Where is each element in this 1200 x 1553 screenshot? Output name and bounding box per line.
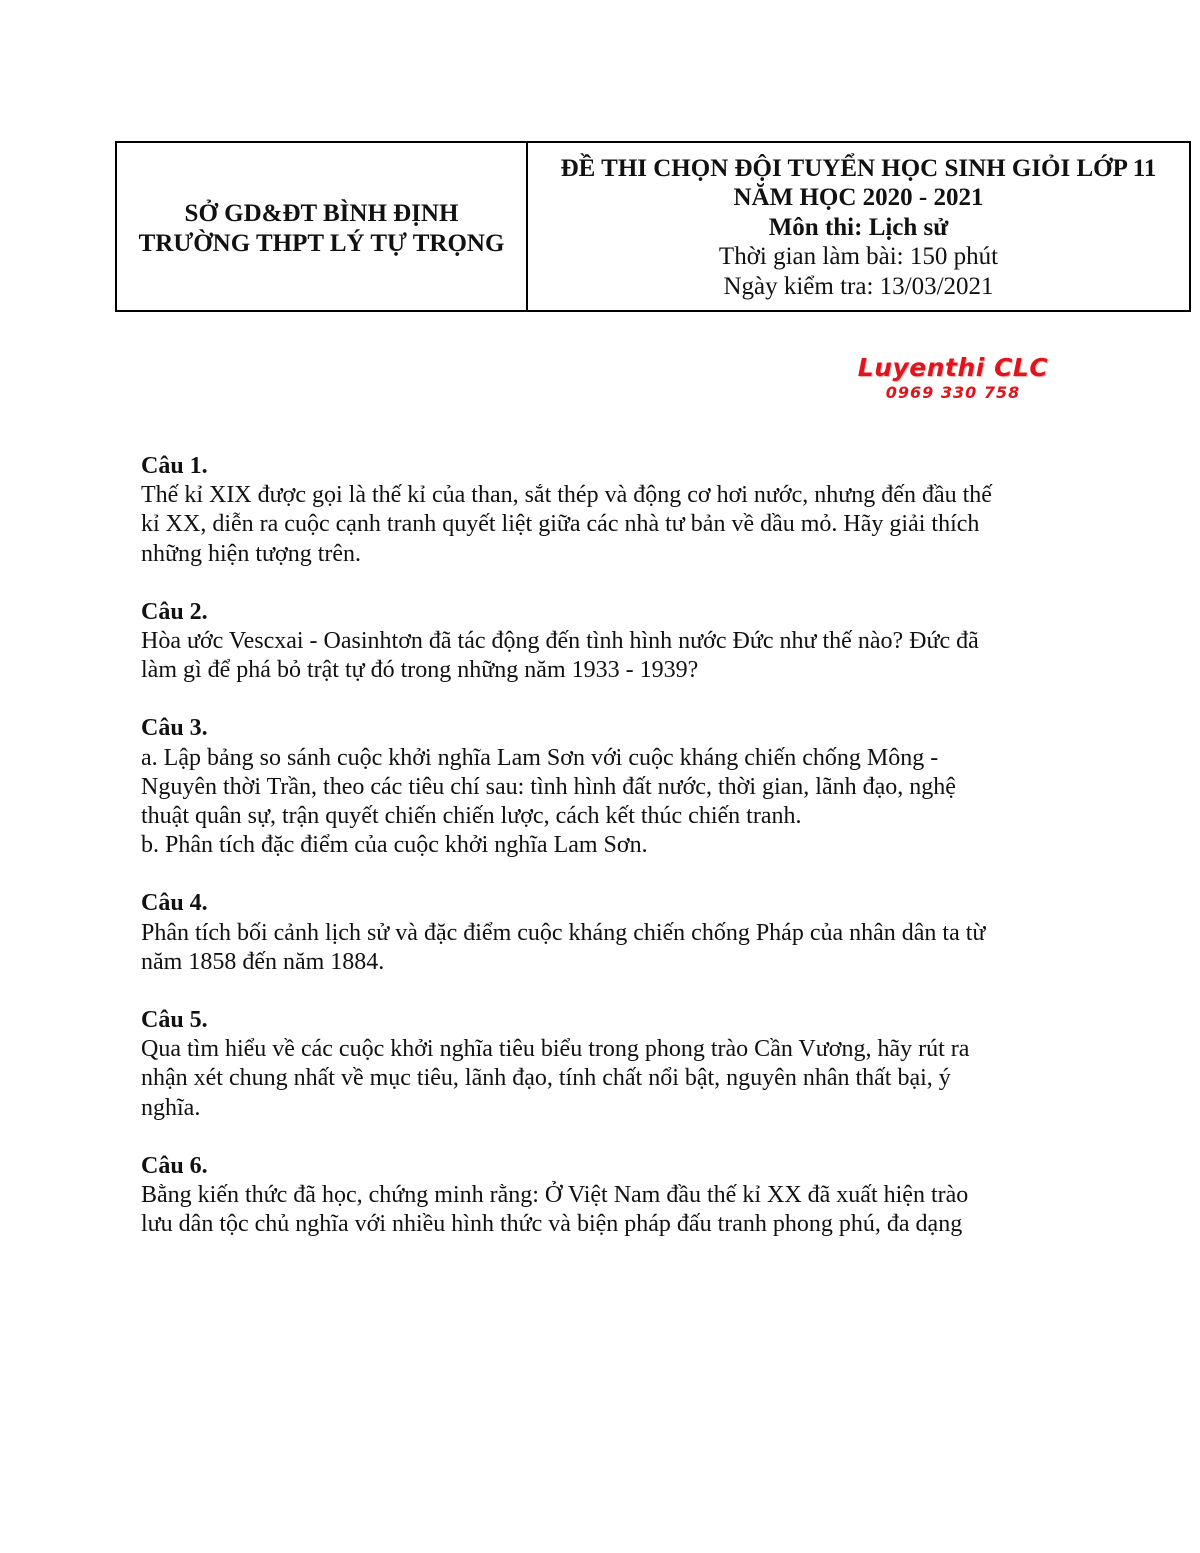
question-text-line: làm gì để phá bỏ trật tự đó trong những năm 1933 - 1939? <box>141 657 699 684</box>
question-3 <box>141 714 1061 860</box>
exam-duration: Thời gian làm bài: 150 phút <box>718 243 999 271</box>
question-text-line: b. Phân tích đặc điểm của cuộc khởi nghĩa Lam Sơn. <box>141 832 648 859</box>
question-text-line: Thế kỉ XIX được gọi là thế kỉ của than, sắt thép và động cơ hơi nước, nhưng đến đầu thế <box>141 482 992 509</box>
school-name: TRƯỜNG THPT LÝ TỰ TRỌNG <box>138 229 505 257</box>
watermark-name: Luyenthi CLC <box>857 353 1049 382</box>
question-2 <box>141 598 1061 686</box>
exam-title: ĐỀ THI CHỌN ĐỘI TUYỂN HỌC SINH GIỎI LỚP 11 <box>560 154 1157 182</box>
question-5 <box>141 1006 1061 1123</box>
question-text-line: Hòa ước Vescxai - Oasinhtơn đã tác động đến tình hình nước Đức như thế nào? Đức đã <box>141 628 979 655</box>
question-title: Câu 2. <box>141 598 208 625</box>
exam-info-cell <box>528 143 1189 310</box>
question-title: Câu 6. <box>141 1152 208 1179</box>
question-text-line: Phân tích bối cảnh lịch sử và đặc điểm cuộc kháng chiến chống Pháp của nhân dân ta từ <box>141 919 986 946</box>
school-year: NĂM HỌC 2020 - 2021 <box>733 184 984 212</box>
question-list <box>141 452 1061 1268</box>
exam-subject: Môn thi: Lịch sử <box>768 213 949 241</box>
question-text-line: Bằng kiến thức đã học, chứng minh rằng: Ở Việt Nam đầu thế kỉ XX đã xuất hiện trào <box>141 1182 969 1209</box>
question-text-line: kỉ XX, diễn ra cuộc cạnh tranh quyết liệt giữa các nhà tư bản về dầu mỏ. Hãy giải thích <box>141 511 980 538</box>
question-text-line: lưu dân tộc chủ nghĩa với nhiều hình thức và biện pháp đấu tranh phong phú, đa dạng <box>141 1211 963 1238</box>
exam-date: Ngày kiểm tra: 13/03/2021 <box>723 272 994 300</box>
question-text-line: năm 1858 đến năm 1884. <box>141 948 385 975</box>
question-1 <box>141 452 1061 569</box>
exam-header-table <box>115 141 1191 312</box>
question-title: Câu 1. <box>141 453 208 479</box>
watermark-phone: 0969 330 758 <box>885 383 1021 402</box>
watermark-logo <box>838 352 1068 402</box>
question-title: Câu 4. <box>141 890 208 917</box>
question-title: Câu 5. <box>141 1007 208 1034</box>
question-text-line: a. Lập bảng so sánh cuộc khởi nghĩa Lam Sơn với cuộc kháng chiến chống Mông - <box>141 744 939 771</box>
school-info-cell <box>117 143 528 310</box>
question-title: Câu 3. <box>141 715 208 742</box>
question-text-line: nghĩa. <box>141 1094 201 1121</box>
question-4 <box>141 889 1061 977</box>
question-text-line: nhận xét chung nhất về mục tiêu, lãnh đạo, tính chất nổi bật, nguyên nhân thất bại, ý <box>141 1065 951 1092</box>
question-text-line: Nguyên thời Trần, theo các tiêu chí sau: tình hình đất nước, thời gian, lãnh đạo, nghệ <box>141 773 956 800</box>
question-text-line: Qua tìm hiểu về các cuộc khởi nghĩa tiêu biểu trong phong trào Cần Vương, hãy rút ra <box>141 1036 970 1063</box>
department-name: SỞ GD&ĐT BÌNH ĐỊNH <box>184 199 459 227</box>
question-6 <box>141 1152 1061 1240</box>
question-text-line: thuật quân sự, trận quyết chiến chiến lược, cách kết thúc chiến tranh. <box>141 803 802 830</box>
question-text-line: những hiện tượng trên. <box>141 540 362 567</box>
